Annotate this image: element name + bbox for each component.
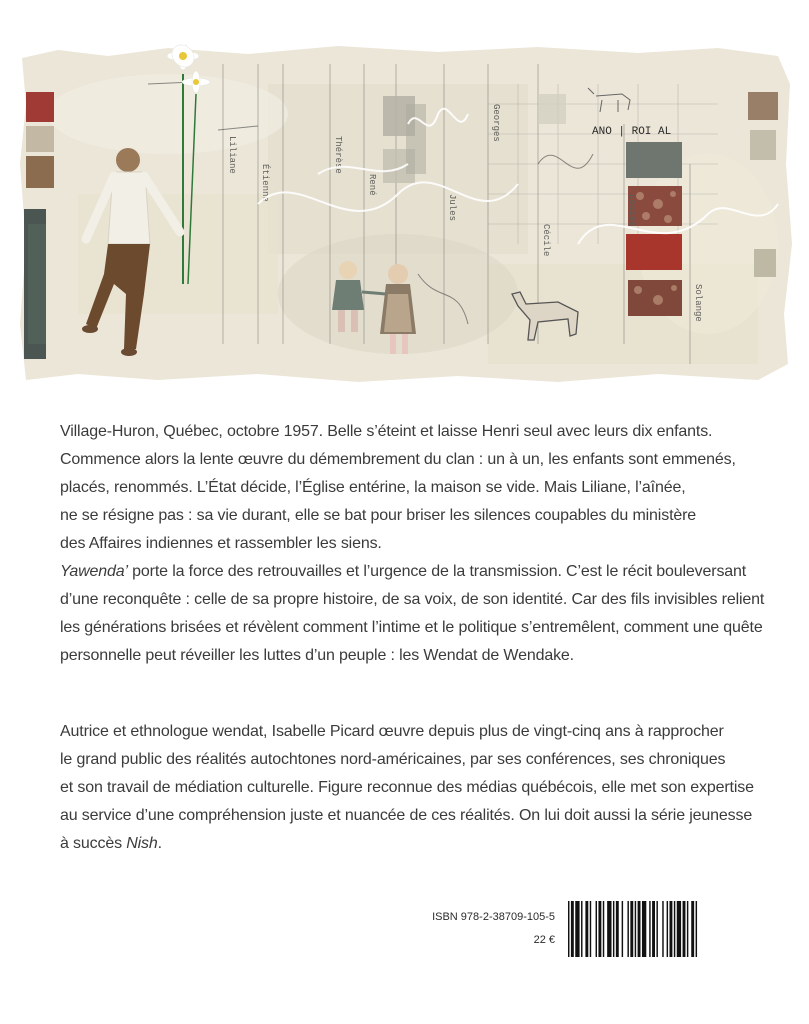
barcode-bar: [670, 901, 673, 957]
collage-name-rene: René: [367, 174, 377, 196]
barcode-bar: [687, 901, 688, 957]
synopsis-line: d’une reconquête : celle de sa propre histoire, de sa voix, de son identité. Car des fils invisibles relient: [60, 591, 765, 608]
collage-patch: [26, 156, 54, 188]
collage-stamp-text: ANO | ROI AL: [592, 126, 672, 138]
barcode-bar: [667, 901, 668, 957]
collage-name-cecile: Cécile: [541, 224, 551, 257]
synopsis-line: personnelle peut réveiller les luttes d’un peuple : les Wendat de Wendake.: [60, 647, 574, 664]
collage-patch: [26, 126, 54, 152]
barcode-bar: [571, 901, 574, 957]
barcode-bar: [607, 901, 611, 957]
barcode-bar: [613, 901, 614, 957]
barcode-bar: [603, 901, 604, 957]
barcode-bar: [622, 901, 623, 957]
barcode-bar: [581, 901, 582, 957]
barcode-bar: [662, 901, 663, 957]
barcode-bar: [652, 901, 655, 957]
author-line: Autrice et ethnologue wendat, Isabelle Picard œuvre depuis plus de vingt-cinq ans à rapprocher: [60, 723, 724, 740]
collage-name-etienne: Étienne: [260, 164, 270, 202]
synopsis-text: [60, 418, 765, 670]
barcode-bar: [635, 901, 636, 957]
author-line: au service d’une compréhension juste et nuancée de ces réalités. On lui doit aussi la série jeunesse: [60, 807, 753, 824]
collage-name-georges: Georges: [491, 104, 501, 142]
author-line-text: à succès: [60, 835, 127, 852]
swatch-red: [626, 234, 682, 270]
synopsis-line: les générations brisées et révèlent comment l’intime et le politique s’entremêlent, comment une quête: [60, 619, 763, 636]
synopsis-line: placés, renommés. L’État décide, l’Église entérine, la maison se vide. Mais Liliane, l’aînée,: [60, 479, 686, 496]
barcode-bar: [585, 901, 588, 957]
barcode: [568, 901, 748, 957]
barcode-bar: [649, 901, 650, 957]
isbn-block: [400, 906, 555, 952]
author-bio: [60, 718, 760, 858]
collage-red-patch: [26, 92, 54, 122]
barcode-bar: [696, 901, 697, 957]
collage-panel: [406, 104, 426, 174]
barcode-bar: [638, 901, 641, 957]
barcode-bar: [691, 901, 694, 957]
author-line: le grand public des réalités autochtones nord-américaines, par ses conférences, ses chroniques: [60, 751, 726, 768]
author-line: [60, 830, 760, 858]
barcode-bar: [596, 901, 597, 957]
barcode-bar: [575, 901, 579, 957]
synopsis-line: Village-Huron, Québec, octobre 1957. Belle s’éteint et laisse Henri seul avec leurs dix enfants.: [60, 423, 713, 440]
series-title: Nish: [126, 835, 158, 852]
collage-patch: [28, 224, 46, 344]
author-line-end: .: [157, 835, 162, 852]
isbn-number: ISBN 978-2-38709-105-5: [432, 911, 555, 923]
barcode-bar: [642, 901, 646, 957]
barcode-bar: [683, 901, 686, 957]
barcode-bar: [677, 901, 681, 957]
collage-panel: [538, 94, 566, 124]
synopsis-line: Commence alors la lente œuvre du démembrement du clan : un à un, les enfants sont emmenés,: [60, 451, 736, 468]
collage-patch: [754, 249, 776, 277]
synopsis-line: ne se résigne pas : sa vie durant, elle se bat pour briser les silences coupables du ministère: [60, 507, 697, 524]
synopsis-line: des Affaires indiennes et rassembler les siens.: [60, 535, 382, 552]
collage-name-liliane: Liliane: [227, 136, 237, 174]
cover-collage-illustration: [18, 44, 794, 384]
swatch-gray: [626, 142, 682, 178]
barcode-bar: [674, 901, 675, 957]
collage-patch: [748, 92, 778, 120]
synopsis-line-text: porte la force des retrouvailles et l’urgence de la transmission. C’est le récit bouleversant: [127, 563, 747, 580]
collage-name-jules: Jules: [447, 194, 457, 222]
collage-patch: [750, 130, 776, 160]
author-line: et son travail de médiation culturelle. Figure reconnue des médias québécois, elle met son expertise: [60, 779, 754, 796]
synopsis-line: [60, 558, 760, 586]
barcode-bar: [630, 901, 633, 957]
book-title: Yawenda’: [60, 563, 128, 580]
barcode-bar: [616, 901, 619, 957]
barcode-bar: [568, 901, 569, 957]
collage-name-solange: Solange: [693, 284, 703, 322]
collage-name-louise: Louise: [627, 194, 637, 227]
collage-name-therese: Thérèse: [333, 136, 343, 174]
barcode-bar: [598, 901, 601, 957]
barcode-bar: [656, 901, 657, 957]
barcode-bar: [627, 901, 628, 957]
barcode-bar: [590, 901, 591, 957]
price: 22 €: [533, 934, 555, 946]
